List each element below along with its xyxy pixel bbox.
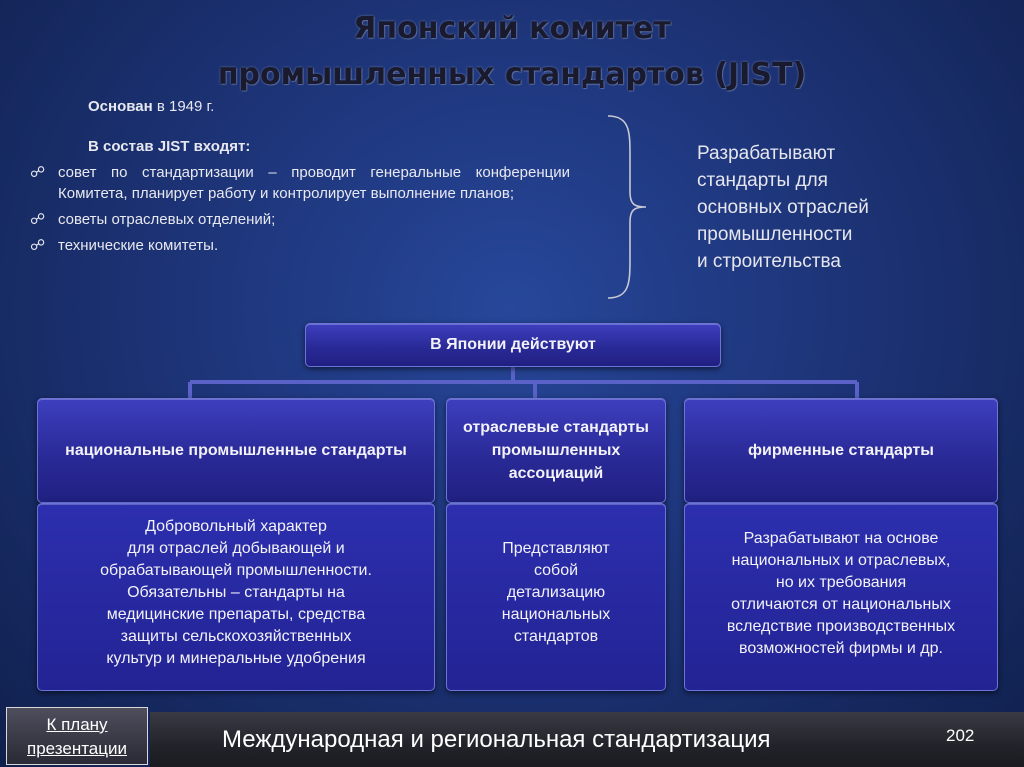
right-note-line: и строительства	[697, 251, 841, 272]
body-line: детализацию	[506, 584, 606, 601]
list-item	[30, 162, 570, 204]
body-line: для отраслей добывающей и	[127, 540, 345, 557]
body-line: возможностей фирмы и др.	[739, 640, 943, 657]
column-head-industry: отраслевые стандарты промышленных ассоциаций	[446, 398, 666, 503]
list-item	[30, 209, 570, 230]
body-line: вследствие производственных	[726, 618, 956, 635]
body-line: стандартов	[513, 628, 599, 645]
body-line: медицинские препараты, средства	[106, 606, 366, 623]
link-bullet-icon: ☍	[30, 237, 46, 254]
title-line-1: Японский комитет	[353, 11, 671, 46]
right-note-line: стандарты для	[697, 170, 828, 191]
list-item-text: технические комитеты.	[58, 237, 219, 254]
column-head-national: национальные промышленные стандарты	[37, 398, 435, 503]
page-number: 202	[946, 726, 975, 745]
title-line-2: промышленных стандартов (JIST)	[217, 57, 807, 92]
body-line: защиты сельскохозяйственных	[120, 628, 352, 645]
body-line: Добровольный характер	[145, 518, 327, 535]
body-line: собой	[533, 562, 579, 579]
page-title	[0, 6, 1024, 98]
body-line: Представляют	[502, 540, 610, 557]
composition-list	[30, 162, 570, 261]
founded-label: Основан	[88, 98, 153, 115]
body-line: отличаются от национальных	[731, 596, 951, 613]
back-to-plan-link[interactable]	[6, 707, 148, 765]
body-line: национальных	[501, 606, 611, 623]
link-bullet-icon: ☍	[30, 164, 46, 181]
body-line: обрабатывающей промышленности.	[100, 562, 372, 579]
body-line: национальных и отраслевых,	[731, 552, 951, 569]
body-line: но их требования	[775, 574, 907, 591]
column-head-company: фирменные стандарты	[684, 398, 998, 503]
top-box: В Японии действуют	[305, 323, 721, 367]
body-line: культур и минеральные удобрения	[106, 650, 366, 667]
curly-brace-icon	[600, 112, 650, 302]
link-bullet-icon: ☍	[30, 211, 46, 228]
list-item-text: советы отраслевых отделений;	[58, 211, 276, 228]
right-note-line: Разрабатывают	[697, 143, 836, 164]
column-body-national	[37, 503, 435, 691]
nav-line-1: К плану	[46, 715, 108, 734]
list-item	[30, 235, 570, 256]
nav-line-2: презентации	[27, 739, 127, 758]
body-line: Обязательны – стандарты на	[127, 584, 345, 601]
list-item-text: совет по стандартизации – проводит генеральные конференции Комитета, планирует работу и контролирует выполнение планов;	[58, 164, 570, 202]
right-note-line: промышленности	[697, 224, 853, 245]
founded-value: в 1949 г.	[152, 98, 215, 115]
course-title: Международная и региональная стандартизация	[222, 726, 771, 753]
composition-heading: В состав JIST входят:	[88, 138, 251, 155]
right-note	[697, 140, 997, 275]
right-note-line: основных отраслей	[697, 197, 869, 218]
founded-line	[88, 98, 214, 115]
column-body-company	[684, 503, 998, 691]
body-line: Разрабатывают на основе	[743, 530, 939, 547]
column-body-industry	[446, 503, 666, 691]
